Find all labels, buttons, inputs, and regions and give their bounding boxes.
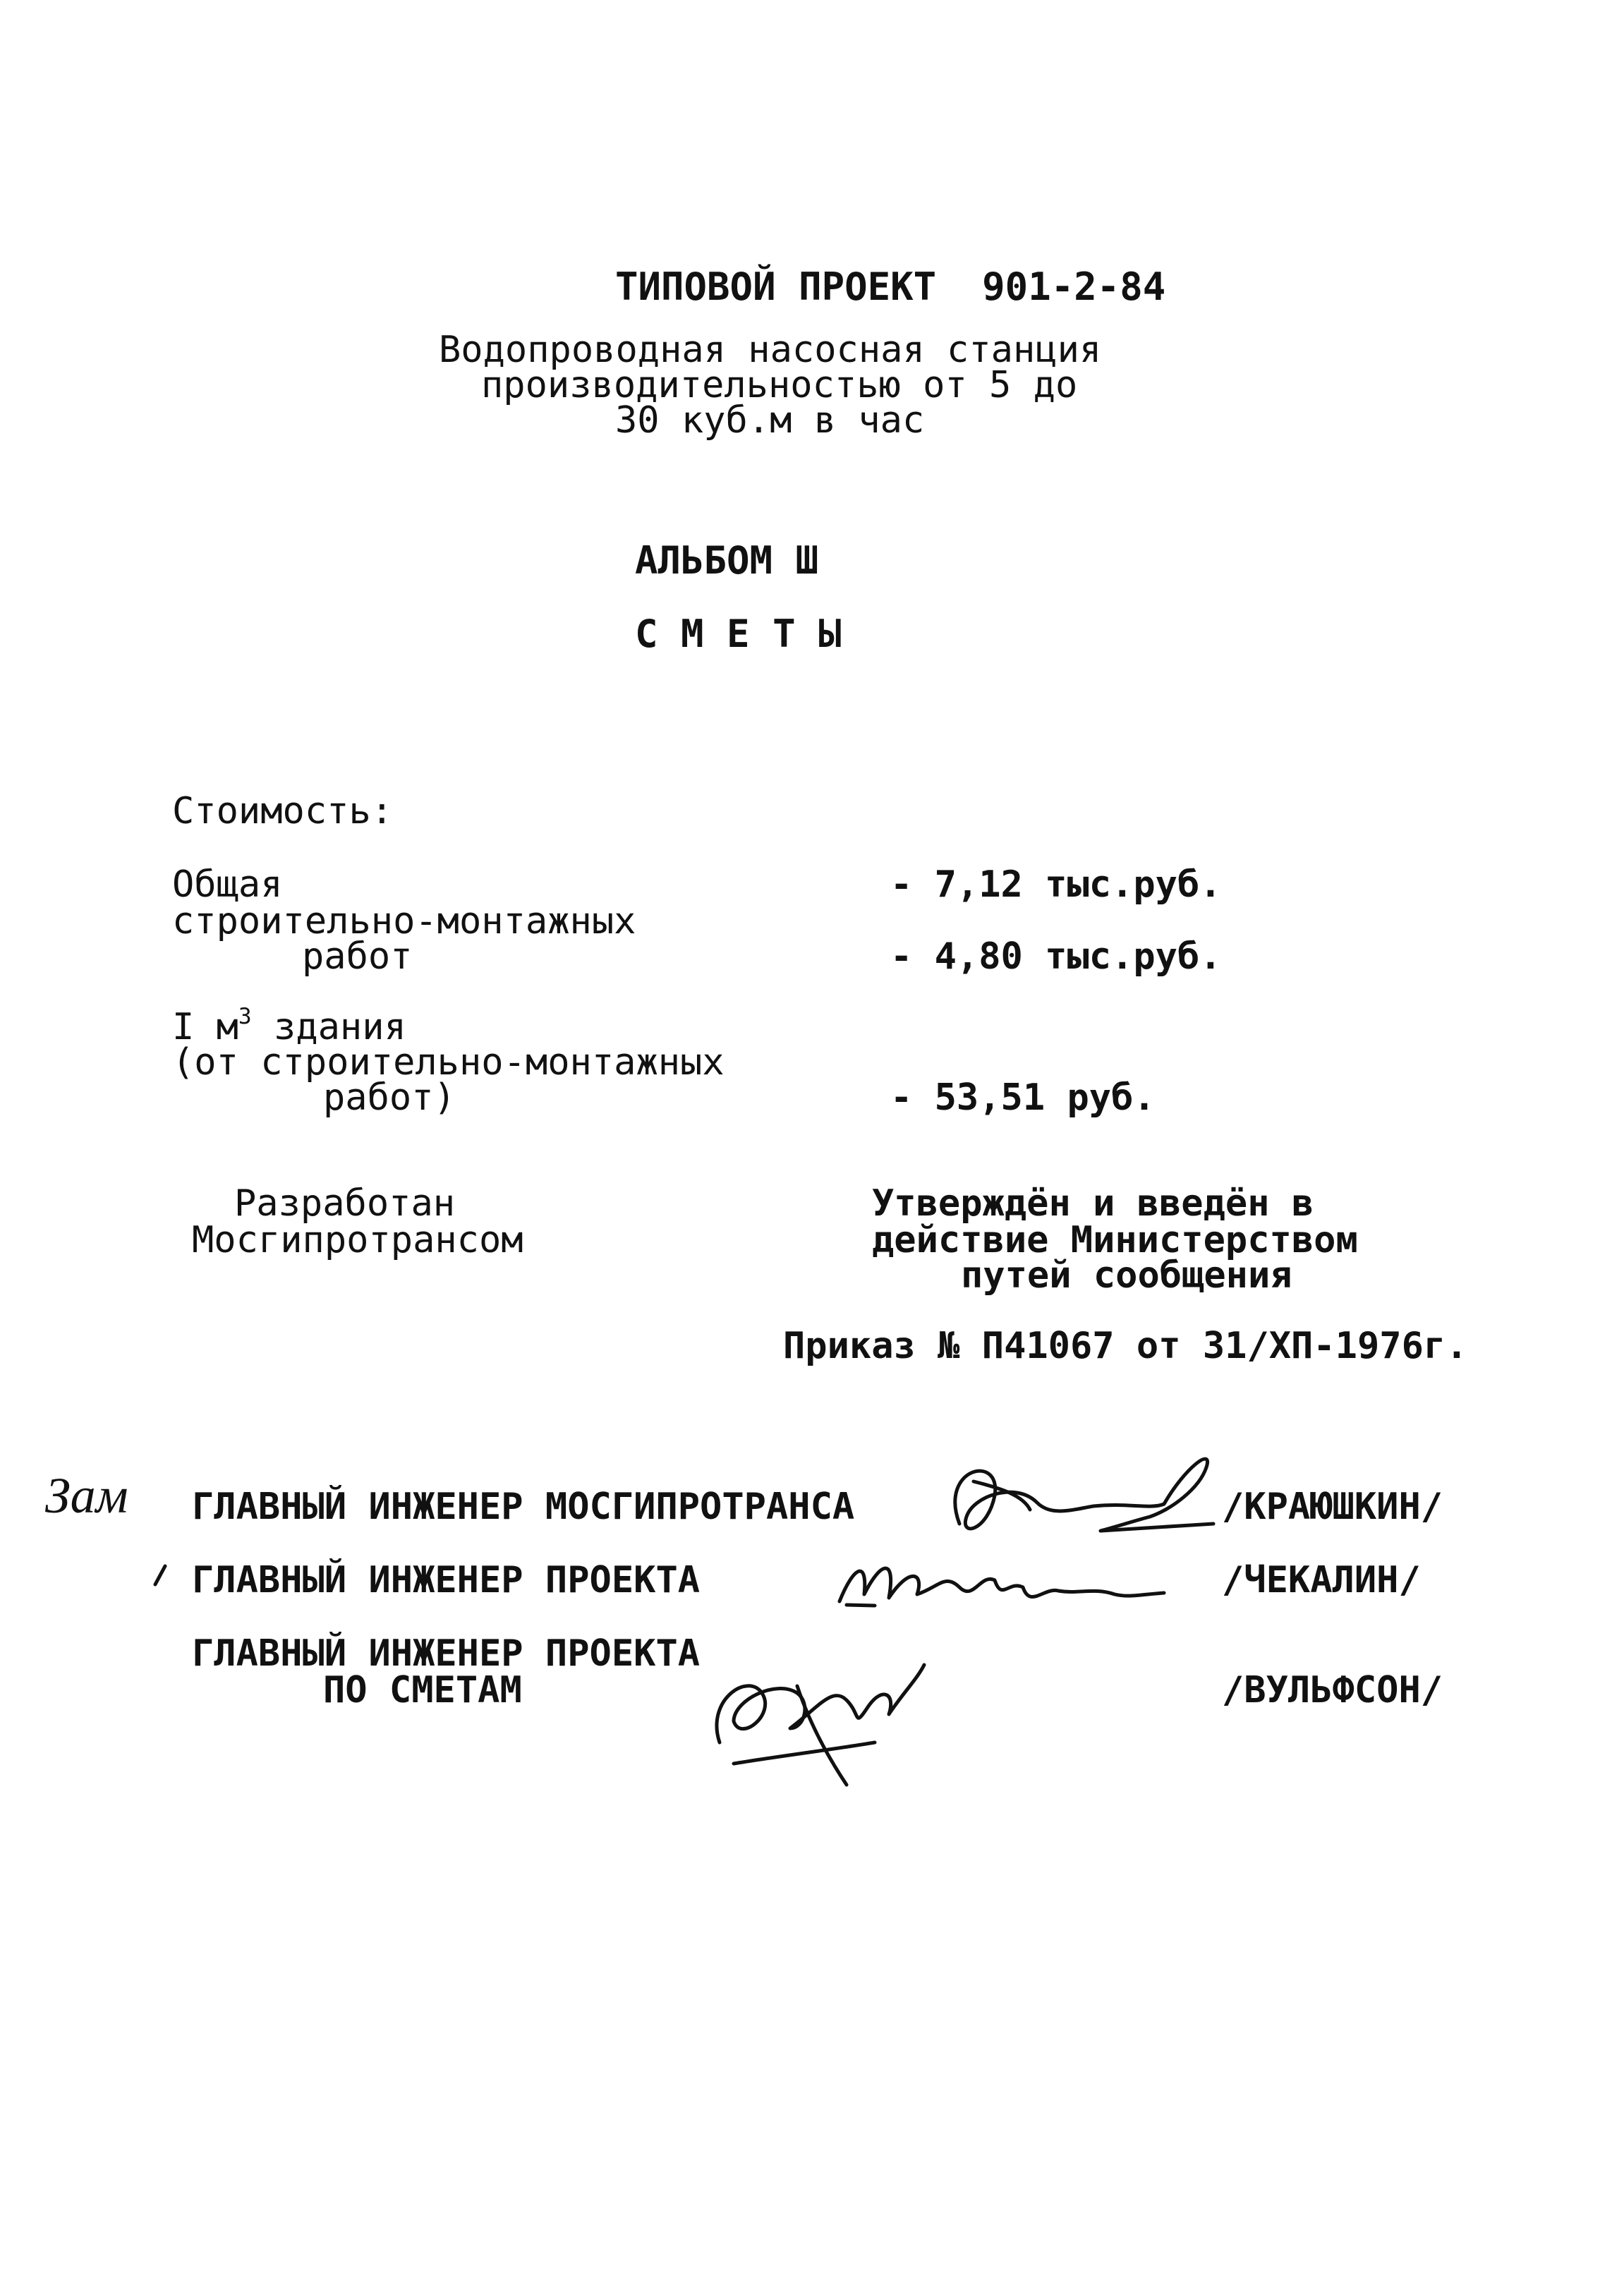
signer-3-role-line-1: ГЛАВНЫЙ ИНЖЕНЕР ПРОЕКТА: [192, 1632, 701, 1675]
developed-line-2: Мосгипротрансом: [192, 1219, 523, 1261]
deputy-prefix-handwritten: Зам: [45, 1467, 128, 1524]
tick-mark: [150, 1562, 171, 1590]
cost-heading: Стоимость:: [172, 790, 394, 832]
total-value: - 7,12 тыс.руб.: [890, 863, 1222, 906]
approved-line-3: путей сообщения: [961, 1254, 1292, 1297]
total-label: Общая: [172, 863, 283, 906]
signature-vulfson: [691, 1623, 931, 1792]
smr-label-line-1: строительно-монтажных: [172, 900, 636, 942]
signer-3-name: /ВУЛЬФСОН/: [1222, 1669, 1443, 1711]
approved-line-2: действие Министерством: [872, 1219, 1358, 1261]
m3-label-line-3: работ): [323, 1077, 456, 1119]
signer-2-role: ГЛАВНЫЙ ИНЖЕНЕР ПРОЕКТА: [192, 1559, 701, 1601]
order-reference: Приказ № П41067 от 31/ХП-1976г.: [783, 1325, 1468, 1367]
signer-1-name: /КРАЮШКИН/: [1222, 1486, 1443, 1528]
project-number: ТИПОВОЙ ПРОЕКТ 901-2-84: [615, 265, 1166, 309]
signature-chekalin: [832, 1538, 1171, 1623]
title-line-2: производительностью от 5 до: [481, 364, 1078, 406]
m3-value: - 53,51 руб.: [890, 1077, 1156, 1119]
approved-line-1: Утверждён и введён в: [872, 1182, 1314, 1225]
smr-label-line-2: работ: [302, 935, 413, 978]
smr-value: - 4,80 тыс.руб.: [890, 935, 1222, 978]
signer-2-name: /ЧЕКАЛИН/: [1222, 1559, 1421, 1601]
m3-label-line-2: (от строительно-монтажных: [172, 1041, 725, 1084]
signer-3-role-line-2: ПО СМЕТАМ: [323, 1669, 522, 1711]
album-label: АЛЬБОМ Ш: [635, 538, 819, 583]
title-line-3: 30 куб.м в час: [615, 399, 925, 442]
signer-1-role: ГЛАВНЫЙ ИНЖЕНЕР МОСГИПРОТРАНСА: [192, 1486, 855, 1528]
title-line-1: Водопроводная насосная станция: [439, 329, 1102, 371]
m3-label-line-1: I $м^3$ здания: [172, 1004, 406, 1048]
section-title: С М Е Т Ы: [635, 612, 842, 656]
developed-line-1: Разработан: [234, 1182, 456, 1225]
